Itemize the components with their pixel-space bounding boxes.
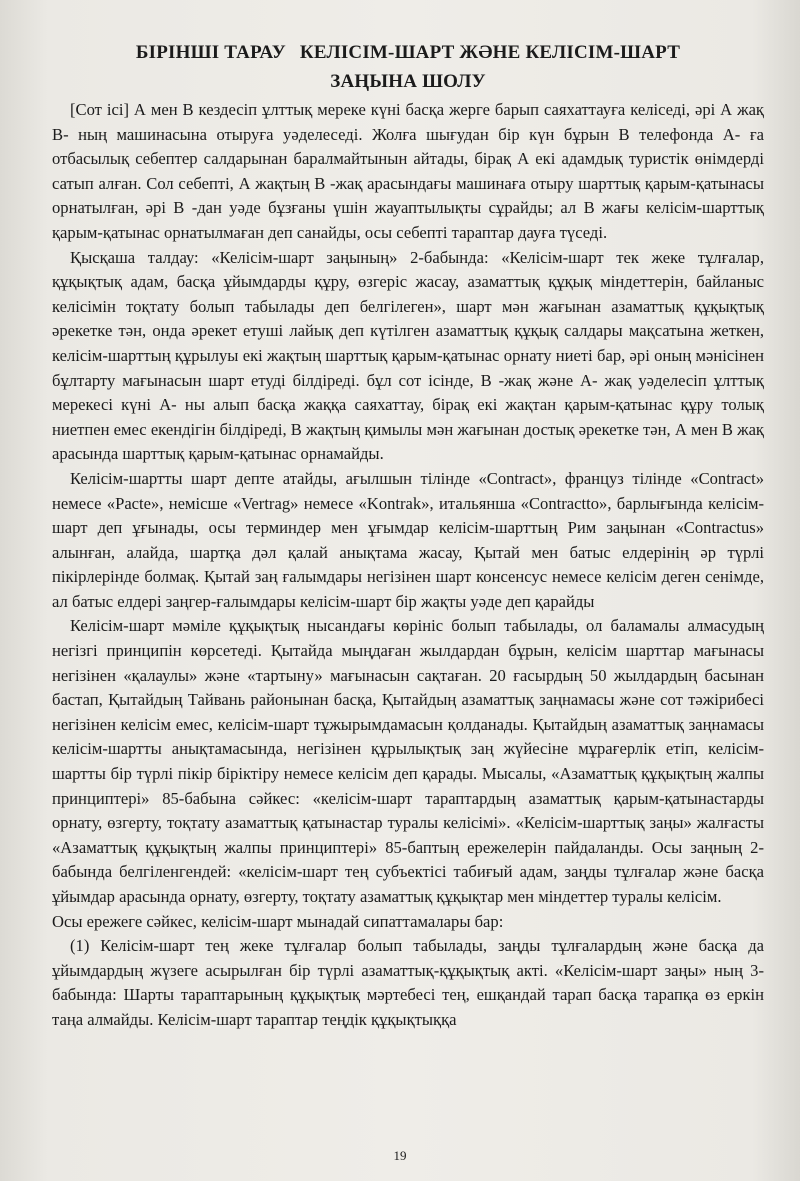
paragraph-terminology: Келісім-шартты шарт депте атайды, ағылшын тілінде «Contract», француз тілінде «Contract» немесе «Pacte», немісше «Vertrag» немесе «Kontrak», итальянша «Contractto», барлығында келісім-шарт деп ұғынады, осы терминдер мен ұғымдар келісім-шарттың Рим заңынан «Contractus» алынған, алайда, шартқа дәл қалай анықтама жасау, Қытай мен батыс елдерінің әр түрлі пікірлерінде болмақ. Қытай заң ғалымдары негізінен шарт консенсус немесе келісім деген сенімде, ал батыс елдері заңгер-ғалымдары келісім-шарт бір жақты уәде деп қарайды [52,468,764,611]
page-number: 19 [393,1148,407,1163]
chapter-title-line2: ЗАҢЫНА ШОЛУ [330,71,486,92]
paragraph-characteristics-intro: Осы ережеге сәйкес, келісім-шарт мынадай сипаттамалары бар: [52,911,504,931]
chapter-title-part2: КЕЛІСІМ-ШАРТ ЖӘНЕ КЕЛІСІМ-ШАРТ [299,42,681,63]
paragraph-characteristic-1: (1) Келісім-шарт тең жеке тұлғалар болып табылады, заңды тұлғалардың және басқа да ұйымдардың жүзеге асырылған бір түрлі азаматтық-құқықтық акті. «Келісім-шарт заңы» ның 3-бабында: Шарты тараптарының құқықтық мәртебесі тең, ешқандай тарап басқа тарапқа өз еркін таңа алмайды. Келісім-шарт тараптар теңдік құқықтыққа [52,936,764,1029]
chapter-title [52,38,764,96]
paragraph-case: [Сот ісі] А мен В кездесіп ұлттық мереке күні басқа жерге барып саяхаттауға келіседі, әрі А жақ В- ның машинасына отыруға уәделеседі. Жолға шығудан бір күн бұрын В телефонда А- ға отбасылық себептер салдарынан баралмайтынын айтады, бірақ А екі адамдық туристік өнімдерді сатып алған. Сол себепті, А жақтың В -жақ арасындағы машинаға отыру шарттық қарым-қатынасы орнатылған, әрі В -дан уәде бұзғаны үшін жауаптылықты сұрайды; ал В жағы келісім-шарттық қарым-қатынас орнатылмаған деп санайды, осы себепті тараптар дауға түседі. [52,100,764,242]
paragraph-analysis: Қысқаша талдау: «Келісім-шарт заңының» 2-бабында: «Келісім-шарт тек жеке тұлғалар, құқықтық адам, басқа ұйымдарды құру, өзгеріс жасау, азаматтық құқық міндеттерін, байланыс келісімін тоқтату болып табылады деп белгілеген», шарт мән жағынан азаматтық құқықтық әрекетке тән, онда әрекет етуші лайық деп күтілген азаматтық құқық салдары мақсатына жеткен, келісім-шарттың құрылуы екі жақтың шарттық қарым-қатынас орнату ниеті бар, әрі оның мәнісінен бұлтарту мағынасын шарт етуді білдіреді. бұл сот ісінде, В -жақ және А- жақ уәделесіп ұлттық мерекесі күні А- ны алып басқа жаққа саяхаттау, бірақ екі жақтан қарым-қатынас құру толық ниетпен емес екендігін білдіреді, В жақтың қимылы мән жағынан достық әрекетке тән, А мен В жақ арасында шарттық қарым-қатынас орнамайды. [52,247,764,464]
chapter-title-part1: БІРІНШІ ТАРАУ [135,42,286,63]
body-text [52,98,764,1033]
paragraph-definition: Келісім-шарт мәміле құқықтық нысандағы көрініс болып табылады, ол баламалы алмасудың негізгі принципін көрсетеді. Қытайда мыңдаған жылдардан бұрын, келісім шарттар мағынасы негізінен «қалаулы» және «тартыну» мағынасын сақтаған. 20 ғасырдың 50 жылдардың басынан бастап, Қытайдың Тайвань районынан басқа, Қытайдың азаматтық заңнамасы және сот тәжірибесі негізінен келісім емес, келісім-шарт тұжырымдамасын қолданады. Қытайдың азаматтық заңнамасы келісім-шартты анықтамасында, негізінен құрылықтық заң жүйесіне мұрағерлік етіп, келісім-шартты бір түрлі пікір біріктіру немесе келісім деп қарады. Мысалы, «Азаматтық құқықтың жалпы принциптері» 85-бабына сәйкес: «келісім-шарт тараптардың азаматтық қарым-қатынастарды орнату, өзгерту, тоқтату азаматтық қатынастар туралы келісімі». «Келісім-шарттық заңы» жалғасты «Азаматтық құқықтың жалпы принциптері» 85-баптың ережелерін пайдаланды. Осы заңның 2-бабында белгіленгендей: «келісім-шарт тең субъектісі табиғый адам, заңды тұлғалар және басқа ұйымдар арасында орнату, өзгерту, тоқтату азаматтық құқықтар мен міндеттер туралы келісім. [52,616,764,906]
